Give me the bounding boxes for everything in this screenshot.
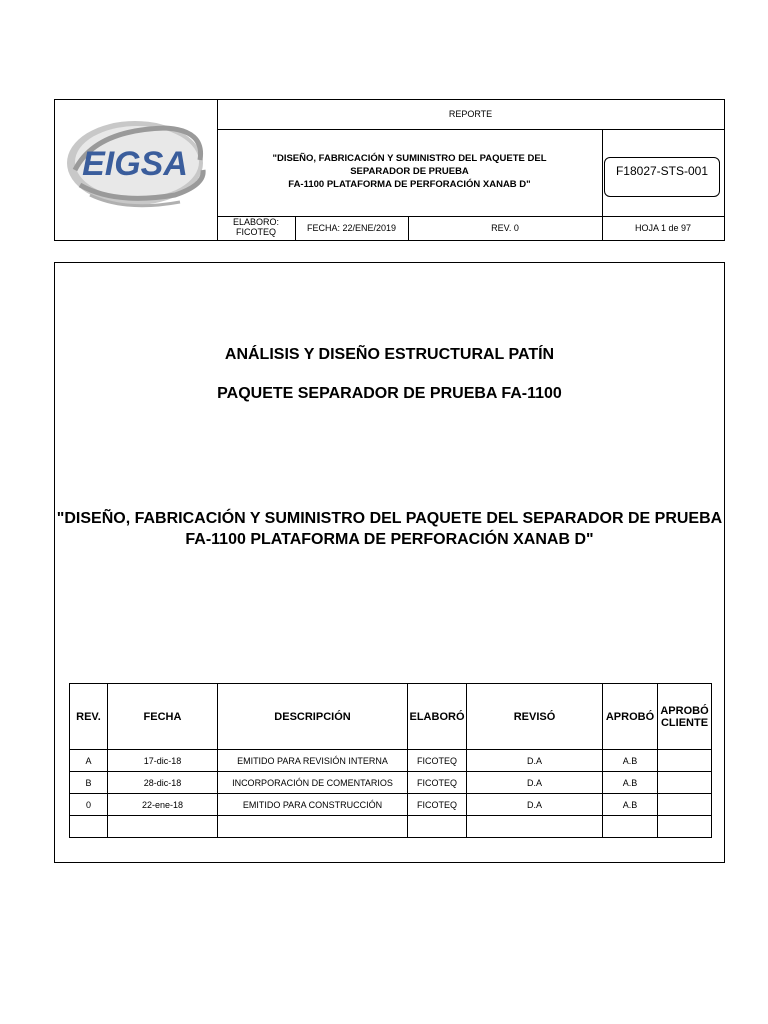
elaboro-label: ELABORO: bbox=[232, 217, 279, 227]
cell-descripcion: INCORPORACIÓN DE COMENTARIOS bbox=[218, 772, 408, 794]
cell-reviso: D.A bbox=[467, 794, 603, 816]
cell-reviso: D.A bbox=[467, 772, 603, 794]
cell-rev: 0 bbox=[70, 794, 108, 816]
cell-aprobo-cliente bbox=[658, 794, 712, 816]
cell-rev bbox=[70, 816, 108, 838]
cell-aprobo bbox=[603, 816, 658, 838]
cell-reviso bbox=[467, 816, 603, 838]
cell-fecha: 17-dic-18 bbox=[108, 750, 218, 772]
rev-cell: REV. 0 bbox=[491, 223, 519, 233]
col-header-fecha: FECHA bbox=[108, 684, 218, 750]
col-header-elaboro: ELABORÓ bbox=[408, 684, 467, 750]
col-header-descripcion: DESCRIPCIÓN bbox=[218, 684, 408, 750]
heading-package: PAQUETE SEPARADOR DE PRUEBA FA-1100 bbox=[217, 385, 562, 402]
header-title-line2: SEPARADOR DE PRUEBA bbox=[350, 166, 469, 177]
cell-fecha: 28-dic-18 bbox=[108, 772, 218, 794]
cell-rev: A bbox=[70, 750, 108, 772]
revision-table bbox=[69, 683, 712, 838]
cell-descripcion: EMITIDO PARA CONSTRUCCIÓN bbox=[218, 794, 408, 816]
cell-reviso: D.A bbox=[467, 750, 603, 772]
cell-elaboro bbox=[408, 816, 467, 838]
cell-elaboro: FICOTEQ bbox=[408, 750, 467, 772]
cell-aprobo: A.B bbox=[603, 750, 658, 772]
cell-aprobo: A.B bbox=[603, 794, 658, 816]
cell-fecha: 22-ene-18 bbox=[108, 794, 218, 816]
col-header-rev: REV. bbox=[70, 684, 108, 750]
header-title-line3: FA-1100 PLATAFORMA DE PERFORACIÓN XANAB D" bbox=[288, 179, 531, 190]
table-row bbox=[70, 794, 712, 816]
cell-descripcion: EMITIDO PARA REVISIÓN INTERNA bbox=[218, 750, 408, 772]
cell-aprobo-cliente bbox=[658, 750, 712, 772]
project-title bbox=[54, 508, 725, 550]
cell-descripcion bbox=[218, 816, 408, 838]
col-header-aprobo-cliente: APROBÓ CLIENTE bbox=[658, 684, 712, 750]
cell-aprobo: A.B bbox=[603, 772, 658, 794]
cell-rev: B bbox=[70, 772, 108, 794]
fecha-cell: FECHA: 22/ENE/2019 bbox=[306, 223, 397, 233]
logo-text: EIGSA bbox=[82, 145, 188, 183]
table-row bbox=[70, 772, 712, 794]
doc-code: F18027-STS-001 bbox=[615, 164, 709, 178]
cell-elaboro: FICOTEQ bbox=[408, 794, 467, 816]
table-row bbox=[70, 750, 712, 772]
col-header-aprobo: APROBÓ bbox=[603, 684, 658, 750]
col-header-reviso: REVISÓ bbox=[467, 684, 603, 750]
hoja-cell: HOJA 1 de 97 bbox=[634, 223, 692, 233]
cell-elaboro: FICOTEQ bbox=[408, 772, 467, 794]
project-title-line2: FA-1100 PLATAFORMA DE PERFORACIÓN XANAB D" bbox=[185, 531, 594, 548]
elaboro-value: FICOTEQ bbox=[236, 227, 276, 237]
document-header bbox=[54, 99, 725, 241]
table-header-row bbox=[70, 684, 712, 750]
elaboro-cell bbox=[217, 217, 295, 237]
project-title-line1: "DISEÑO, FABRICACIÓN Y SUMINISTRO DEL PAQUETE DEL SEPARADOR DE PRUEBA bbox=[56, 510, 723, 527]
cell-aprobo-cliente bbox=[658, 816, 712, 838]
table-row bbox=[70, 816, 712, 838]
heading-analysis: ANÁLISIS Y DISEÑO ESTRUCTURAL PATÍN bbox=[224, 346, 555, 363]
report-label: REPORTE bbox=[448, 109, 493, 119]
header-title bbox=[217, 152, 602, 191]
cell-aprobo-cliente bbox=[658, 772, 712, 794]
company-logo bbox=[55, 100, 217, 240]
header-title-line1: "DISEÑO, FABRICACIÓN Y SUMINISTRO DEL PAQUETE DEL bbox=[272, 153, 547, 164]
cell-fecha bbox=[108, 816, 218, 838]
